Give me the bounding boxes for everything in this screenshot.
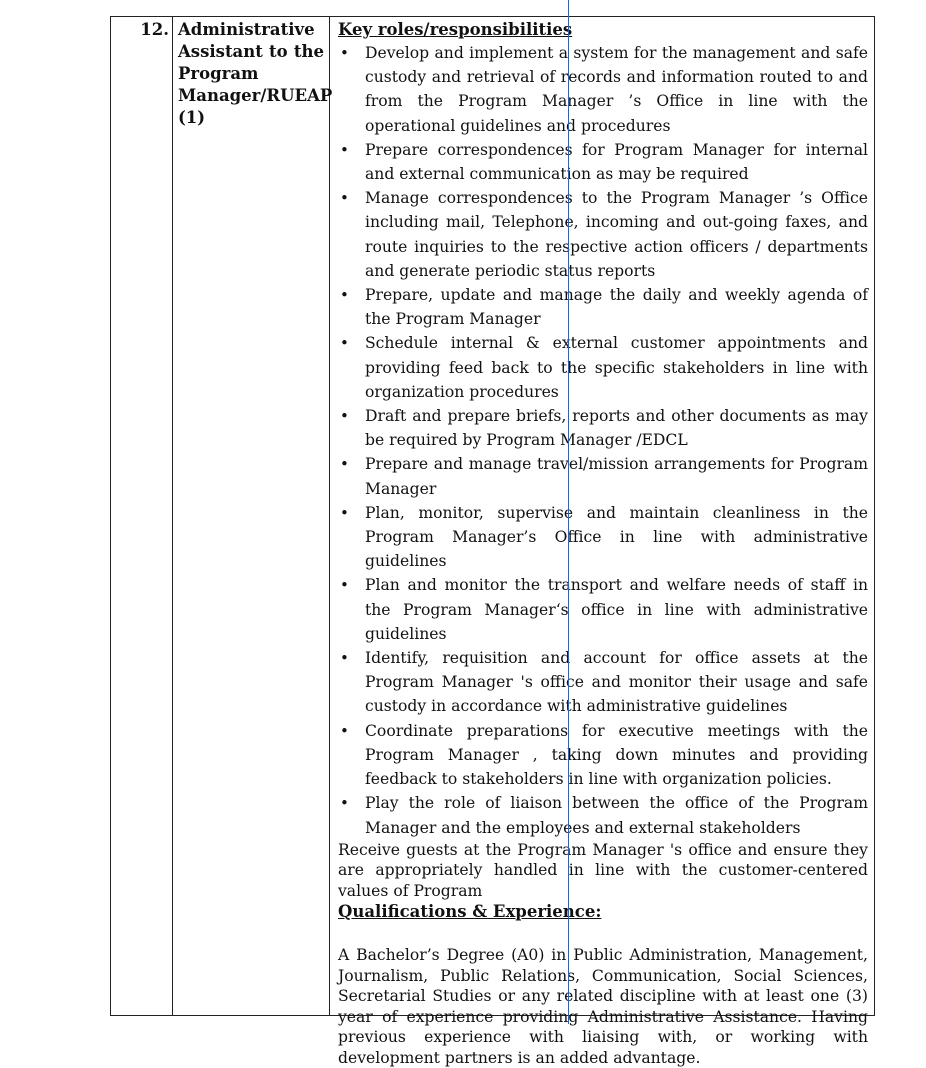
position-title: Administrative Assistant to the Program Manager/RUEAP (1) [178,20,333,127]
qualifications-heading: Qualifications & Experience: [338,902,602,922]
bullet-icon: • [340,407,349,426]
bullet-icon: • [340,189,349,208]
bullet-icon: • [340,44,349,62]
row-number: 12. [140,20,169,39]
responsibility-item: • Prepare, update and manage the daily and weekly agenda of the Program Manager [338,283,868,331]
responsibility-item: • Manage correspondences to the Program Manager ’s Office including mail, Telephone, incoming and out-going faxes, and route inquiries to the respective action officers / departments and generate periodic status reports [338,186,868,283]
column-divider [329,17,330,1015]
key-roles-heading: Key roles/responsibilities [338,20,573,39]
bullet-icon: • [340,140,349,159]
responsibility-item: • Prepare correspondences for Program Manager for internal and external communication as may be required [338,138,868,186]
bullet-icon: • [340,576,349,595]
responsibility-item: • Play the role of liaison between the office of the Program Manager and the employees and external stakeholders [338,791,868,839]
bullet-icon: • [340,649,349,668]
responsibility-item: • Coordinate preparations for executive meetings with the Program Manager , taking down minutes and providing feedback to stakeholders in line with organization policies. [338,719,868,792]
responsibility-item: • Draft and prepare briefs, reports and other documents as may be required by Program Manager /EDCL [338,404,868,452]
responsibility-item: • Plan and monitor the transport and welfare needs of staff in the Program Manager‘s office in line with administrative guidelines [338,573,868,646]
bullet-icon: • [340,503,349,522]
scan-artifact-line [568,0,569,1024]
column-divider [172,17,173,1015]
job-description-table [110,16,875,1067]
bullet-icon: • [340,455,349,474]
bullet-icon: • [340,721,349,740]
responsibility-item: • Develop and implement a system for the management and safe custody and retrieval of records and information routed to and from the Program Manager ’s Office in line with the operational guidelines and procedures [338,41,868,138]
responsibility-item: • Plan, monitor, supervise and maintain cleanliness in the Program Manager’s Office in line with administrative guidelines [338,501,868,574]
bullet-icon: • [340,794,349,813]
guests-paragraph: Receive guests at the Program Manager 's office and ensure they are appropriately handled in line with the customer-centered values of Program [338,840,868,900]
responsibilities-list [338,41,868,840]
bullet-icon: • [340,334,349,353]
qualifications-text: A Bachelor’s Degree (A0) in Public Administration, Management, Journalism, Public Relations, Communication, Social Sciences, Secretarial Studies or any related discipline with at least one (3) year of experience providing Administrative Assistance. Having previous experience with liaising with, or working with development partners is an added advantage. [338,946,868,1067]
responsibility-item: • Identify, requisition and account for office assets at the Program Manager 's office and monitor their usage and safe custody in accordance with administrative guidelines [338,646,868,719]
bullet-icon: • [340,286,349,305]
responsibility-item: • Schedule internal & external customer appointments and providing feed back to the specific stakeholders in line with organization procedures [338,331,868,404]
responsibility-item: • Prepare and manage travel/mission arrangements for Program Manager [338,452,868,500]
responsibilities-cell [338,19,868,1068]
